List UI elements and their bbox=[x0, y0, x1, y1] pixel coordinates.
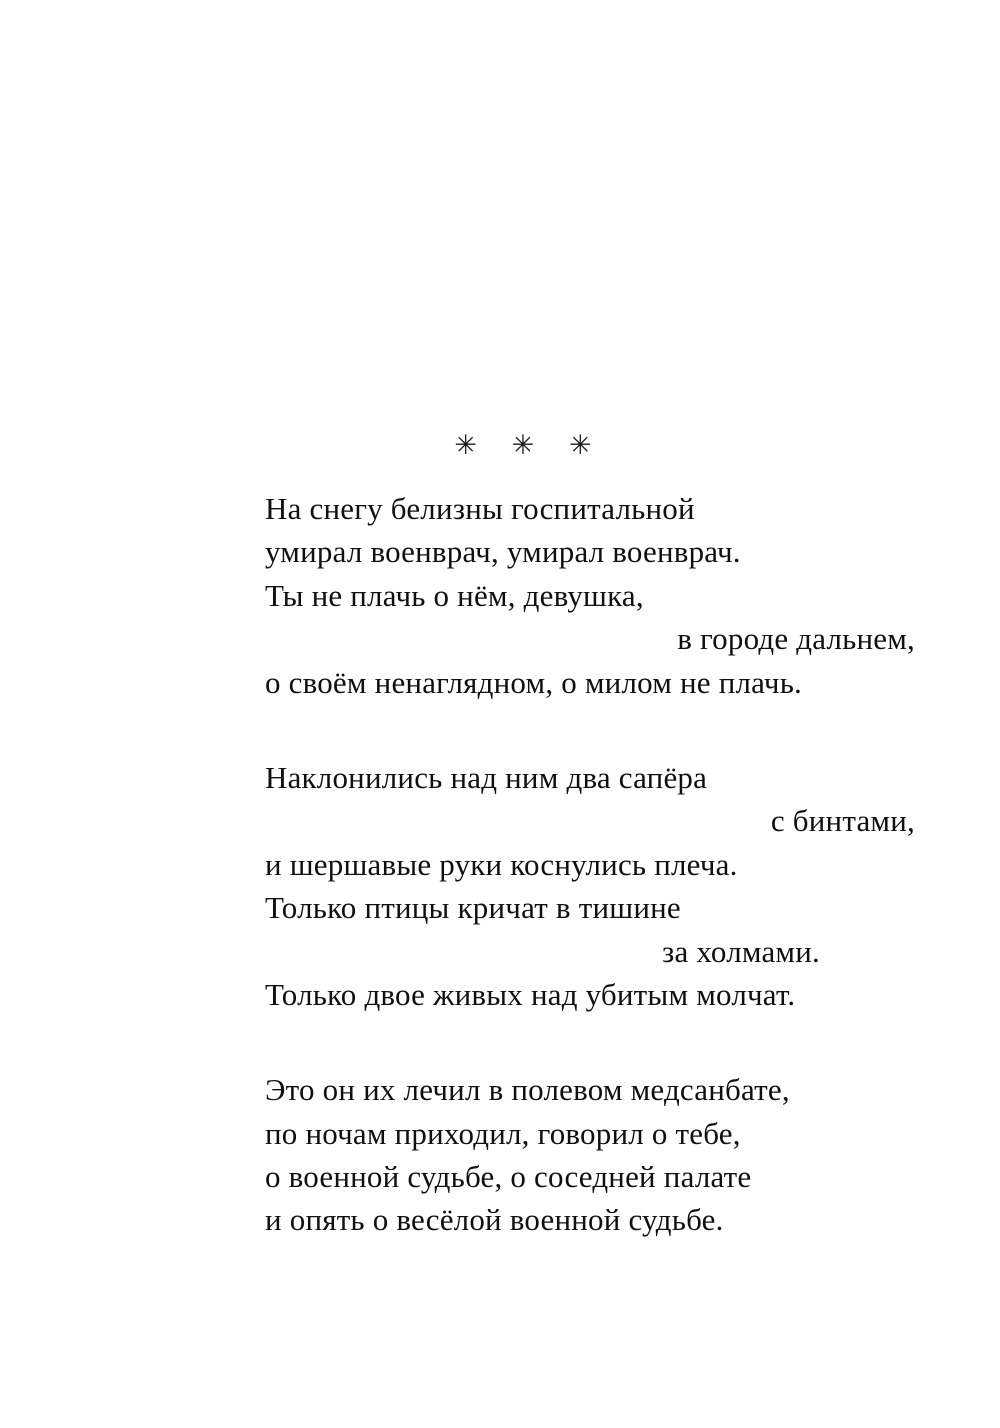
stanza bbox=[265, 1068, 930, 1242]
poem-line: Это он их лечил в полевом медсанбате, bbox=[265, 1072, 790, 1108]
stanza bbox=[265, 756, 930, 1016]
poem-line: о военной судьбе, о соседней палате bbox=[265, 1159, 752, 1195]
poem-line: умирал военврач, умирал военврач. bbox=[265, 534, 741, 570]
poem-line: за холмами. bbox=[662, 933, 820, 969]
poem-line: На снегу белизны госпитальной bbox=[265, 491, 695, 526]
poem-stanzas bbox=[0, 487, 1000, 1242]
poem-line: по ночам приходил, говорил о тебе, bbox=[265, 1115, 741, 1151]
poem-line: и опять о весёлой военной судьбе. bbox=[265, 1202, 724, 1238]
poem-line: Только птицы кричат в тишине bbox=[265, 890, 681, 926]
stanza bbox=[265, 487, 930, 704]
poem-line: и шершавые руки коснулись плеча. bbox=[265, 846, 738, 882]
poem-line: в городе дальнем, bbox=[677, 621, 915, 657]
poem-line: Ты не плачь о нём, девушка, bbox=[265, 577, 644, 613]
poem-line: с бинтами, bbox=[770, 803, 915, 839]
section-separator: ✳ ✳ ✳ bbox=[454, 430, 606, 460]
poem-line: о своём ненаглядном, о милом не плачь. bbox=[265, 664, 802, 700]
poem-line: Наклонились над ним два сапёра bbox=[265, 759, 708, 795]
poem-line: Только двое живых над убитым молчат. bbox=[265, 976, 796, 1012]
